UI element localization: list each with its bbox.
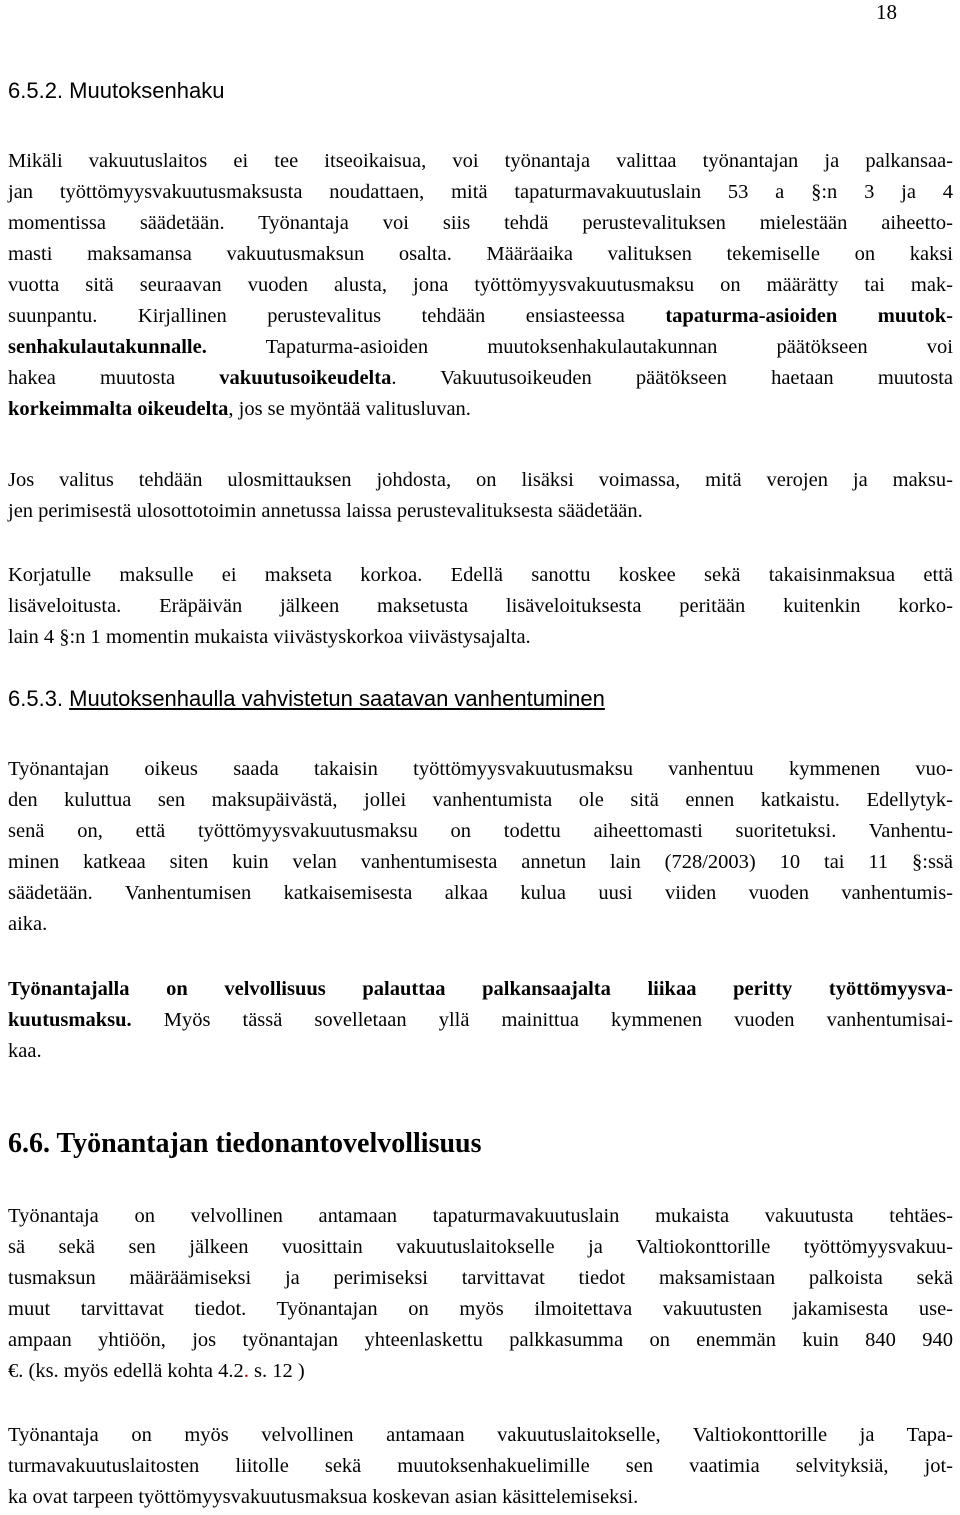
text-line: Korjatulle maksulle ei makseta korkoa. Edellä sanottu koskee sekä takaisinmaksua että bbox=[8, 564, 953, 586]
text-line: sä sekä sen jälkeen vuosittain vakuutuslaitokselle ja Valtiokonttorille työttömyysvakuu- bbox=[8, 1236, 953, 1258]
text-line: momentissa säädetään. Työnantaja voi siis tehdä perustevalituksen mielestään aiheetto- bbox=[8, 212, 953, 234]
text-line: masti maksamansa vakuutusmaksun osalta. Määräaika valituksen tekemiselle on kaksi bbox=[8, 243, 953, 265]
text-line: korkeimmalta oikeudelta, jos se myöntää valitusluvan. bbox=[8, 398, 471, 420]
bold-term: tapaturma-asioiden muutok- bbox=[665, 305, 953, 327]
bold-term: senhakulautakunnalle. bbox=[8, 336, 207, 358]
bold-term: korkeimmalta oikeudelta bbox=[8, 398, 229, 420]
paragraph-vanhentuminen-2 bbox=[8, 974, 953, 1067]
text-line: aika. bbox=[8, 913, 48, 935]
text-line: den kuluttua sen maksupäivästä, jollei vanhentumista ole sitä ennen katkaistu. Edellytyk- bbox=[8, 789, 953, 811]
text-line: ampaan yhtiöön, jos työnantajan yhteenlaskettu palkkasumma on enemmän kuin 840 940 bbox=[8, 1329, 953, 1351]
heading-number: 6.5.3. bbox=[8, 686, 64, 711]
paragraph-muutoksenhaku-1 bbox=[8, 146, 953, 425]
text-line: Työnantajan oikeus saada takaisin työttömyysvakuutusmaksu vanhentuu kymmenen vuo- bbox=[8, 758, 953, 780]
text-line: jen perimisestä ulosottotoimin annetussa laissa perustevalituksesta säädetään. bbox=[8, 500, 643, 522]
text-line: Mikäli vakuutuslaitos ei tee itseoikaisua, voi työnantaja valittaa työnantajan ja palkansaa- bbox=[8, 150, 953, 172]
paragraph-muutoksenhaku-2 bbox=[8, 465, 953, 527]
page-number: 18 bbox=[876, 0, 897, 24]
text-line: suunpantu. Kirjallinen perustevalitus tehdään ensiasteessa tapaturma-asioiden muutok- bbox=[8, 305, 953, 327]
text-line: vuotta sitä seuraavan vuoden alusta, jona työttömyysvakuutusmaksu on määrätty tai mak- bbox=[8, 274, 953, 296]
text-line: lisäveloitusta. Eräpäivän jälkeen maksetusta lisäveloituksesta peritään kuitenkin korko- bbox=[8, 595, 953, 617]
text-line: kuutusmaksu. Myös tässä sovelletaan yllä mainittua kymmenen vuoden vanhentumisai- bbox=[8, 1009, 953, 1031]
bold-term: vakuutusoikeudelta bbox=[219, 367, 392, 389]
paragraph-tiedonanto-2 bbox=[8, 1420, 953, 1513]
text-line: senä on, että työttömyysvakuutusmaksu on todettu aiheettomasti suoritetuksi. Vanhentu- bbox=[8, 820, 953, 842]
section-heading-6-6: 6.6. Työnantajan tiedonantovelvollisuus bbox=[8, 1128, 482, 1159]
text-line: hakea muutosta vakuutusoikeudelta. Vakuutusoikeuden päätökseen haetaan muutosta bbox=[8, 367, 953, 389]
text-line bbox=[8, 974, 953, 1005]
text-line: turmavakuutuslaitosten liitolle sekä muutoksenhakuelimille sen vaatimia selvityksiä, jot- bbox=[8, 1455, 953, 1477]
heading-text: Muutoksenhaulla vahvistetun saatavan vanhentuminen bbox=[69, 686, 605, 711]
paragraph-muutoksenhaku-3 bbox=[8, 560, 953, 653]
bold-term: Työnantajalla on velvollisuus palauttaa palkansaajalta liikaa peritty työttömyysva- bbox=[8, 978, 953, 1000]
text-line: Työnantaja on velvollinen antamaan tapaturmavakuutuslain mukaista vakuutusta tehtäes- bbox=[8, 1205, 953, 1227]
section-heading-6-5-2: 6.5.2. Muutoksenhaku bbox=[8, 78, 225, 103]
paragraph-tiedonanto-1 bbox=[8, 1201, 953, 1387]
text-line: minen katkeaa siten kuin velan vanhentumisesta annetun lain (728/2003) 10 tai 11 §:ssä bbox=[8, 851, 953, 873]
text-line: €. (ks. myös edellä kohta 4.2. s. 12 ) bbox=[8, 1360, 305, 1382]
text-line: lain 4 §:n 1 momentin mukaista viivästyskorkoa viivästysajalta. bbox=[8, 626, 531, 648]
text-line: muut tarvittavat tiedot. Työnantajan on myös ilmoitettava vakuutusten jakamisesta use- bbox=[8, 1298, 953, 1320]
paragraph-vanhentuminen-1 bbox=[8, 754, 953, 940]
section-heading-6-5-3 bbox=[8, 686, 605, 712]
text-line: ka ovat tarpeen työttömyysvakuutusmaksua koskevan asian käsittelemiseksi. bbox=[8, 1486, 639, 1508]
text-line: säädetään. Vanhentumisen katkaisemisesta alkaa kulua uusi viiden vuoden vanhentumis- bbox=[8, 882, 953, 904]
text-line: senhakulautakunnalle. Tapaturma-asioiden muutoksenhakulautakunnan päätökseen voi bbox=[8, 336, 953, 358]
text-line: tusmaksun määräämiseksi ja perimiseksi tarvittavat tiedot maksamistaan palkoista sekä bbox=[8, 1267, 953, 1289]
text-line: Työnantaja on myös velvollinen antamaan vakuutuslaitokselle, Valtiokonttorille ja Tapa- bbox=[8, 1424, 953, 1446]
text-line: Jos valitus tehdään ulosmittauksen johdosta, on lisäksi voimassa, mitä verojen ja maksu- bbox=[8, 469, 953, 491]
bold-term: kuutusmaksu. bbox=[8, 1009, 132, 1031]
text-line: kaa. bbox=[8, 1040, 42, 1062]
text-line: jan työttömyysvakuutusmaksusta noudattaen, mitä tapaturmavakuutuslain 53 a §:n 3 ja 4 bbox=[8, 181, 953, 203]
red-dot: . bbox=[243, 1360, 249, 1382]
